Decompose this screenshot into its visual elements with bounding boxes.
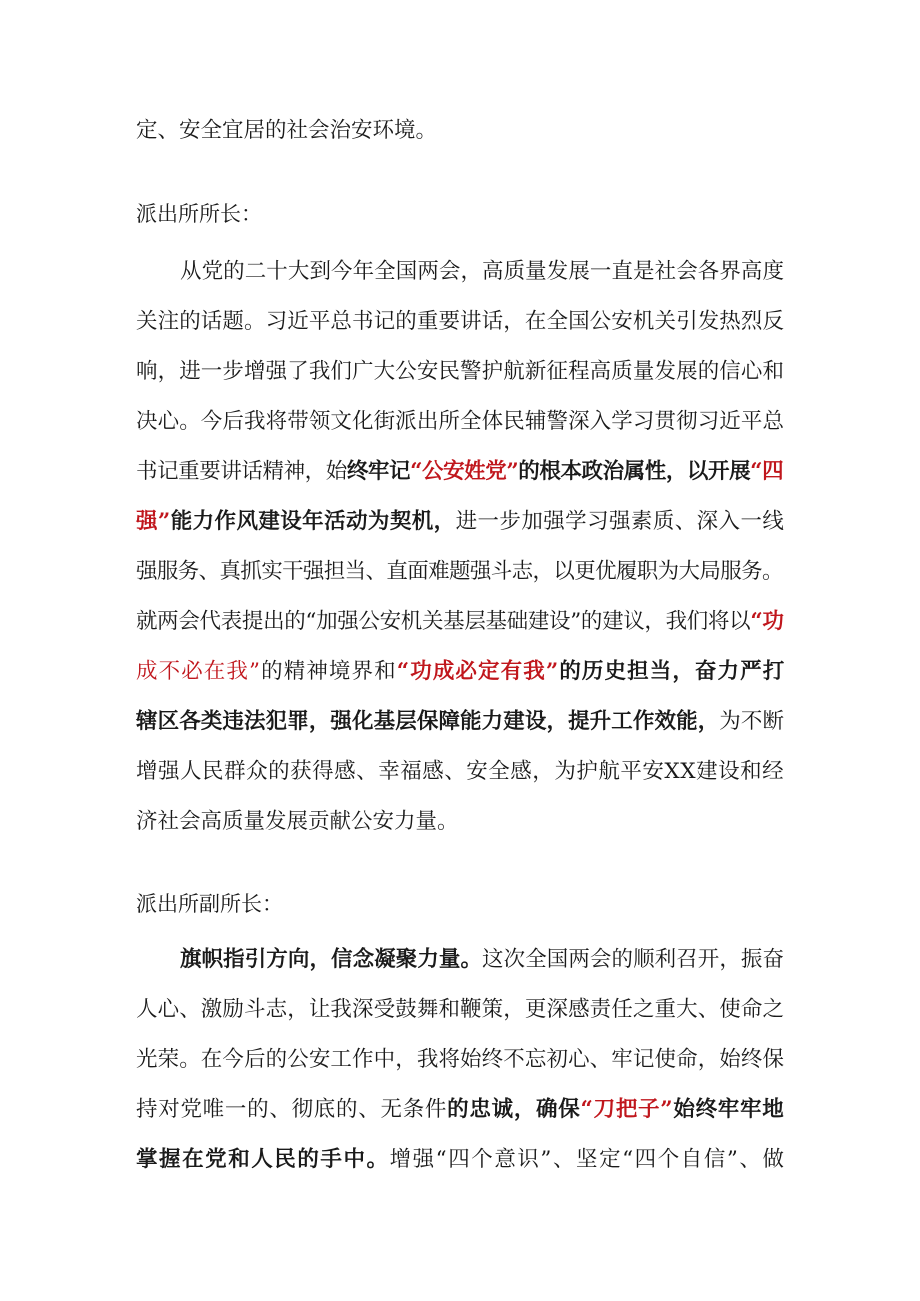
text-run: 掌握在党和人民的手中。 — [136, 1147, 390, 1172]
text-run: 持对党唯一的、彻底的、无条件 — [136, 1097, 448, 1122]
paragraph-line — [136, 1045, 784, 1075]
text-run: 书记重要讲话精神，始 — [136, 459, 347, 484]
text-run: 强服务、真抓实干强担当、直面难题强斗志，以更优履职为大局服务。 — [136, 559, 783, 584]
text-run: 终牢记 — [346, 459, 411, 484]
paragraph-line — [136, 116, 437, 146]
highlighted-text: “刀把子” — [580, 1097, 674, 1122]
text-run: 增强“四个意识”、坚定“四个自信”、做 — [389, 1147, 786, 1172]
text-run: 能力作风建设年活动为契机， — [170, 509, 456, 534]
text-run: 派出所所长： — [136, 202, 262, 226]
text-run: 进一步加强学习强素质、深入一线 — [455, 509, 785, 534]
highlighted-text: “四 — [750, 459, 784, 484]
text-run: 从党的二十大到今年全国两会，高质量发展一直是社会各界高度 — [180, 259, 785, 284]
highlighted-text: 强” — [136, 509, 171, 534]
highlighted-text: “功 — [750, 609, 784, 634]
text-run: 这次全国两会的顺利召开，振奋 — [482, 947, 785, 972]
paragraph-line — [180, 257, 784, 287]
text-run: 关注的话题。习近平总书记的重要讲话，在全国公安机关引发热烈反 — [136, 309, 785, 334]
text-run: 始终牢牢地 — [673, 1097, 785, 1122]
text-run: 的根本政治属性，以开展 — [518, 459, 751, 484]
paragraph-line — [136, 507, 784, 537]
paragraph-line — [136, 657, 785, 687]
paragraph-line — [136, 1145, 786, 1175]
text-run: 定、安全宜居的社会治安环境。 — [136, 118, 438, 143]
text-run: 响，进一步增强了我们广大公安民警护航新征程高质量发展的信心和 — [136, 359, 785, 384]
paragraph-line — [136, 607, 784, 637]
paragraph-line — [136, 557, 783, 587]
highlighted-text: 成不必在我” — [136, 659, 262, 684]
text-run: 的忠诚，确保 — [447, 1097, 581, 1122]
text-run: 光荣。在今后的公安工作中，我将始终不忘初心、牢记使命，始终保 — [136, 1047, 785, 1072]
text-run: 派出所副所长： — [136, 892, 283, 916]
highlighted-text: “功成必定有我” — [396, 659, 560, 684]
text-run: 增强人民群众的获得感、幸福感、安全感，为护航平安XX建设和经 — [136, 759, 785, 784]
paragraph-line — [136, 807, 459, 837]
paragraph-line — [180, 945, 784, 975]
text-run: 的精神境界和 — [261, 659, 397, 684]
paragraph-line — [136, 707, 784, 737]
highlighted-text: “公安姓党” — [410, 459, 519, 484]
text-run: 辖区各类违法犯罪，强化基层保障能力建设，提升工作效能， — [136, 709, 720, 734]
text-run: 决心。今后我将带领文化街派出所全体民辅警深入学习贯彻习近平总 — [136, 409, 785, 434]
speaker-heading — [136, 199, 262, 229]
text-run: 为不断 — [719, 709, 785, 734]
paragraph-line — [136, 457, 783, 487]
speaker-heading — [136, 889, 283, 919]
text-run: 济社会高质量发展贡献公安力量。 — [136, 809, 459, 834]
paragraph-line — [136, 757, 784, 787]
paragraph-line — [136, 357, 784, 387]
text-run: 旗帜指引方向，信念凝聚力量。 — [180, 947, 483, 972]
paragraph-line — [136, 1095, 784, 1125]
text-run: 的历史担当，奋力严打 — [559, 659, 786, 684]
text-run: 就两会代表提出的“加强公安机关基层基础建设”的建议，我们将以 — [136, 609, 751, 634]
text-run: 人心、激励斗志，让我深受鼓舞和鞭策，更深感责任之重大、使命之 — [136, 997, 785, 1022]
paragraph-line — [136, 407, 784, 437]
paragraph-line — [136, 307, 784, 337]
paragraph-line — [136, 995, 784, 1025]
